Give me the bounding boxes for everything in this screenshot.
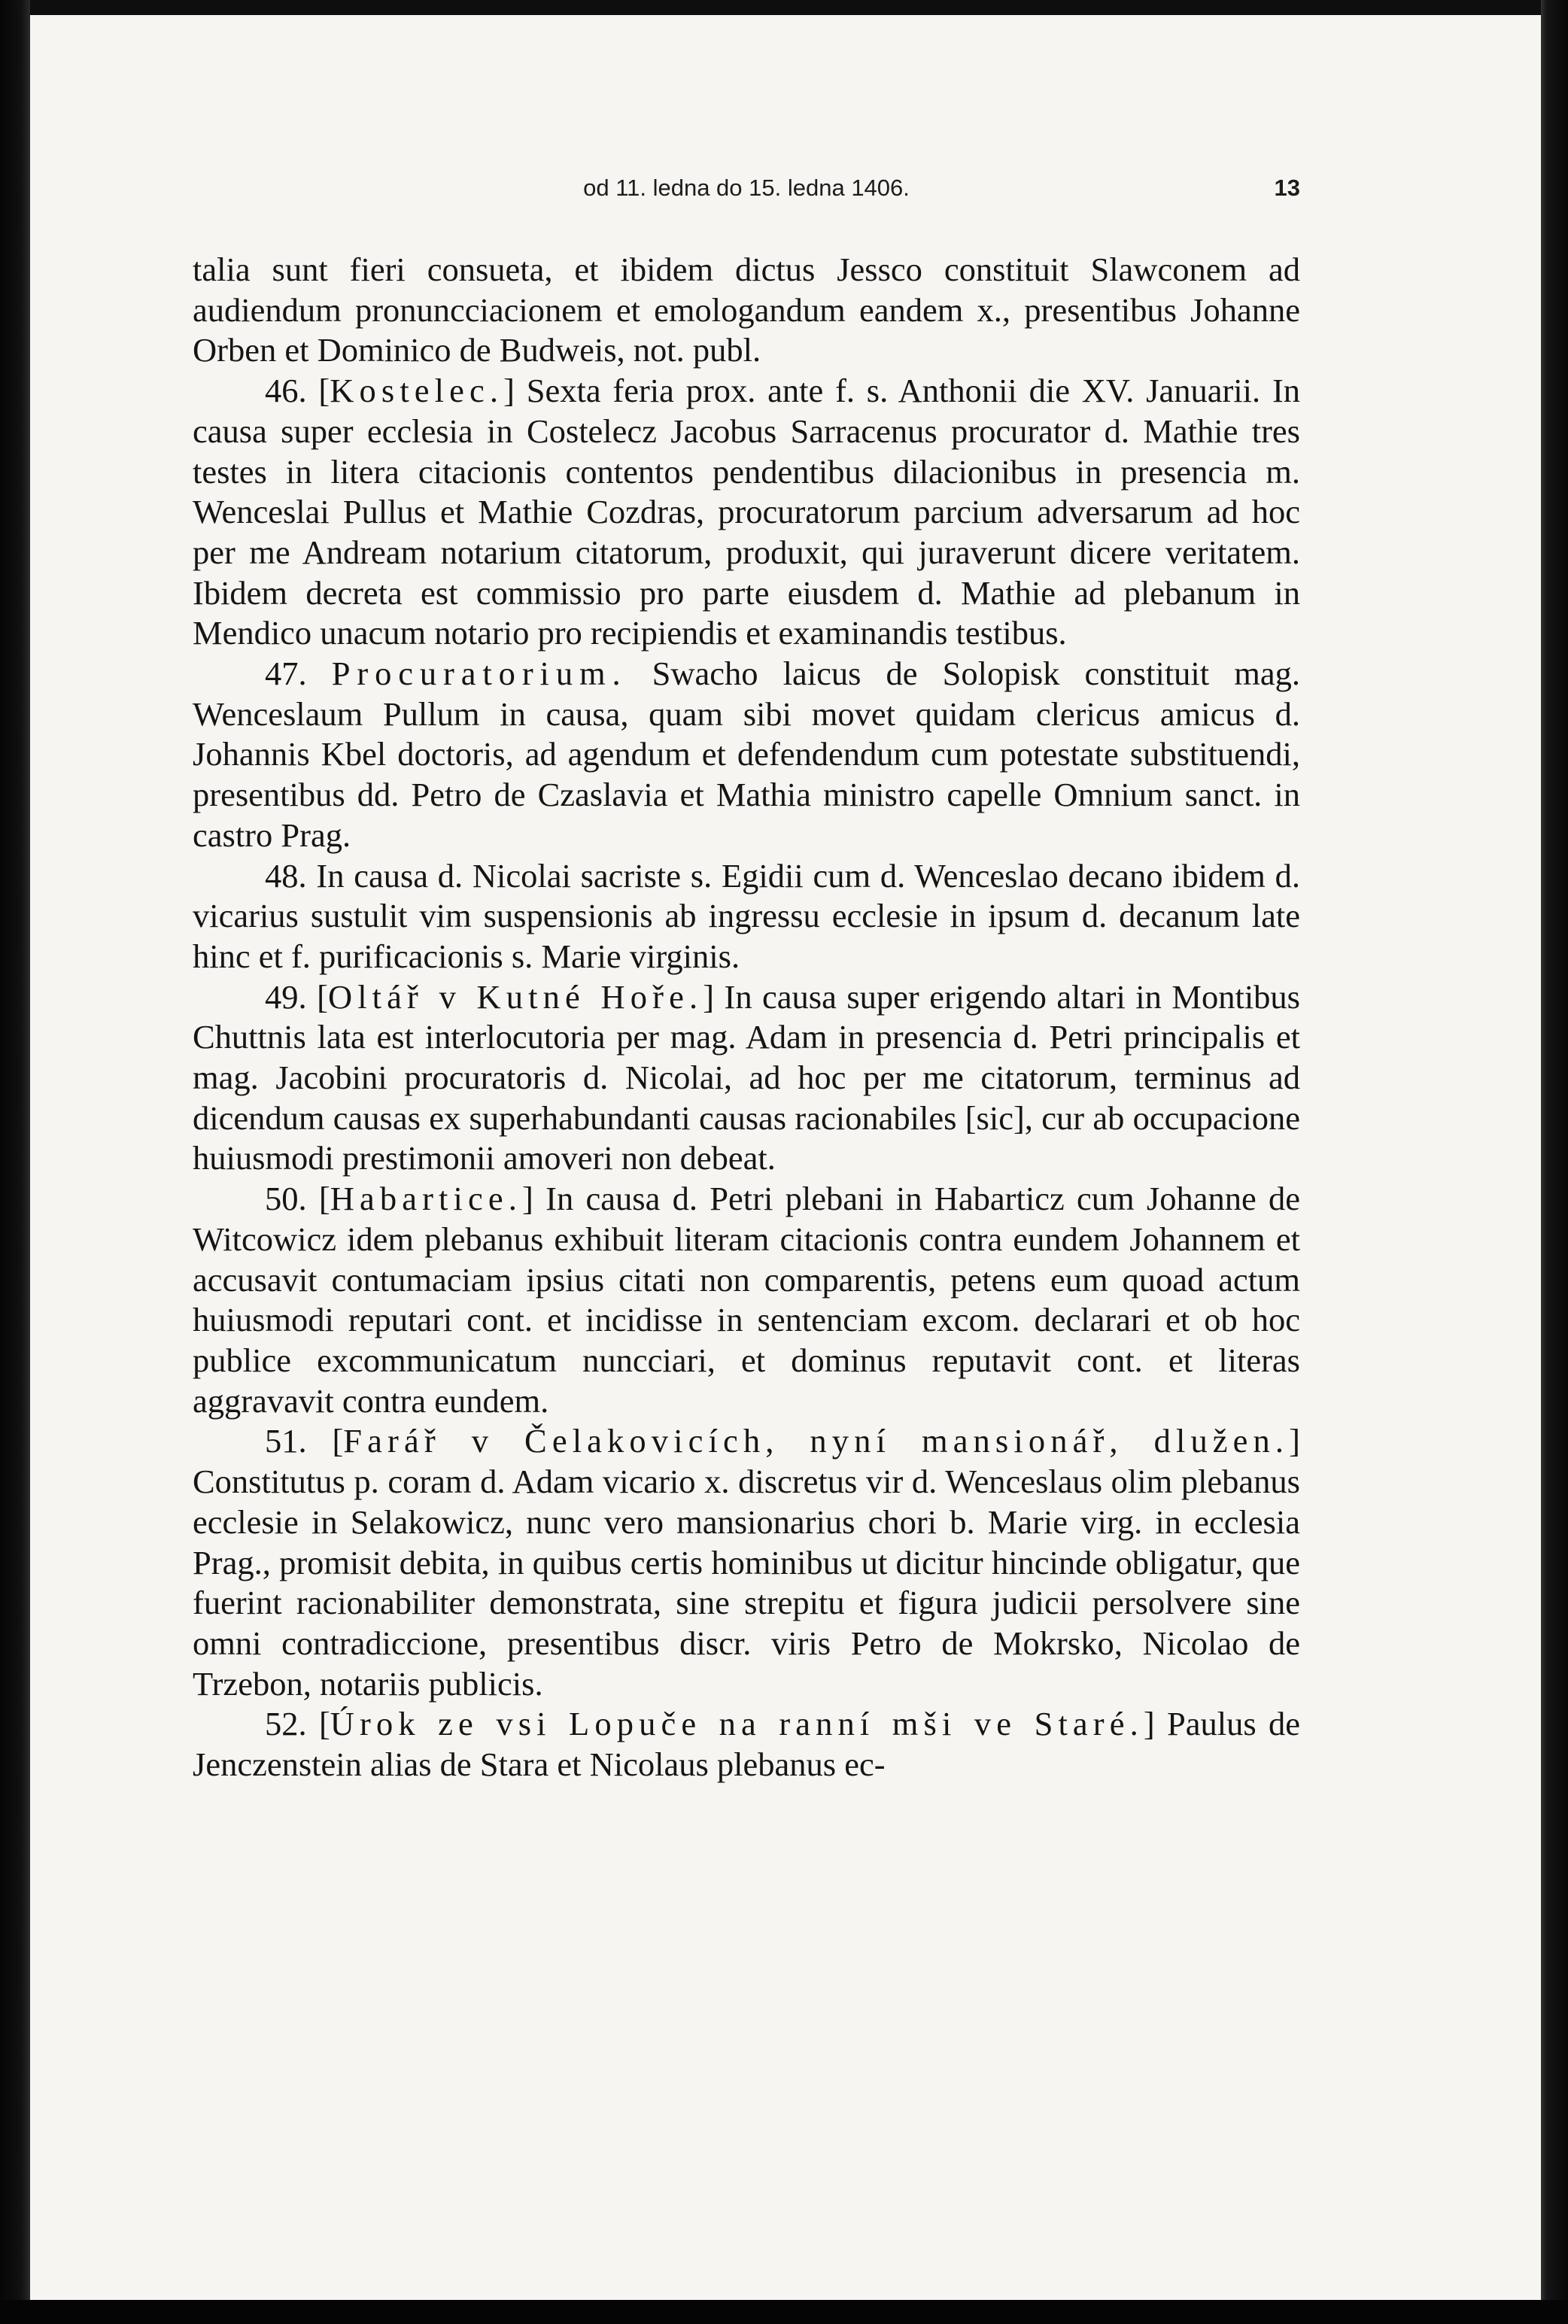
entry-text: In causa d. Nicolai sacriste s. Egidii cum d. Wenceslao decano ibidem d. vicarius sustulit vim suspensionis ab ingressu ecclesie in ipsum d. decanum late hinc et f. purificacionis s. Marie virginis. <box>193 856 1300 975</box>
heading-bracket-open: [ <box>318 372 330 410</box>
entry-heading: Oltář v Kutné Hoře. <box>327 977 703 1016</box>
heading-bracket-close: ] <box>1143 1705 1155 1743</box>
entry-heading: Úrok ze vsi Lopuče na ranní mši ve Staré. <box>330 1705 1144 1743</box>
entry-number: 47. <box>265 655 307 693</box>
entry-number: 51. <box>265 1422 307 1460</box>
heading-bracket-close: ] <box>1289 1422 1300 1460</box>
heading-bracket-open: [ <box>332 1422 344 1460</box>
entry-text: In causa d. Petri plebani in Habarticz cum Johanne de Witcowicz idem plebanus exhibuit literam citacionis contra eundem Johannem et accusavit contumaciam ipsius citati non comparentis, petens eum quoad actum huiusmodi reputari cont. et incidisse in sentenciam excom. declarari et ob hoc publice excommunicatum nuncciari, et dominus reputavit cont. et literas aggravavit contra eundem. <box>193 1180 1301 1420</box>
entry-text: Sexta feria prox. ante f. s. Anthonii die XV. Januarii. In causa super ecclesia in Costelecz Jacobus Sarracenus procurator d. Mathie tres testes in litera citacionis contentos pendentibus dilacionibus in presencia m. Wenceslai Pullus et Mathie Cozdras, procuratorum parcium adversarum ad hoc per me Andream notarium citatorum, produxit, qui juraverunt dicere veritatem. Ibidem decreta est commissio pro parte eiusdem d. Mathie ad plebanum in Mendico unacum notario pro recipiendis et examinandis testibus. <box>193 372 1301 652</box>
entry-heading: Kostelec. <box>330 372 504 410</box>
scan-border-left <box>0 0 30 2324</box>
entry-47 <box>193 654 1300 856</box>
entry-text: In causa super erigendo altari in Montibus Chuttnis lata est interlocutoria per mag. Adam in presencia d. Petri principalis et mag. Jacobini procuratoris d. Nicolai, ad hoc per me citatorum, terminus ad dicendum causas ex superhabundanti causas racionabiles [sic], cur ab occupacione huiusmodi prestimonii amoveri non debeat. <box>193 977 1300 1177</box>
running-title: od 11. ledna do 15. ledna 1406. <box>583 175 910 201</box>
entry-text: Constitutus p. coram d. Adam vicario x. discretus vir d. Wenceslaus olim plebanus ecclesie in Selakowicz, nunc vero mansionarius chori b. Marie virg. in ecclesia Prag., promisit debita, in quibus certis hominibus ut dicitur hincinde obligatur, que fuerint racionabiliter demonstrata, sine strepitu et figura judicii persolvere sine omni contradiccione, presentibus discr. viris Petro de Mokrsko, Nicolao de Trzebon, notariis publicis. <box>193 1463 1300 1703</box>
heading-bracket-open: [ <box>318 1180 330 1218</box>
entry-heading: Procuratorium. <box>331 655 628 693</box>
entry-number: 52. <box>265 1705 307 1743</box>
main-text <box>193 250 1300 1785</box>
entry-52 <box>193 1704 1300 1785</box>
scan-border-right <box>1541 0 1568 2324</box>
heading-bracket-close: ] <box>703 977 715 1016</box>
entry-text: Swacho laicus de Solopisk constituit mag. Wenceslaum Pullum in causa, quam sibi movet quidam clericus amicus d. Johannis Kbel doctoris, ad agendum et defendendum cum potestate substituendi, presentibus dd. Petro de Czaslavia et Mathia ministro capelle Omnium sanct. in castro Prag. <box>193 655 1301 854</box>
heading-bracket-open: [ <box>317 977 328 1016</box>
entry-number: 46. <box>265 372 307 410</box>
page-number: 13 <box>1274 175 1300 201</box>
heading-bracket-open: [ <box>318 1705 330 1743</box>
entry-51 <box>193 1421 1300 1704</box>
entry-number: 50. <box>265 1180 307 1218</box>
heading-bracket-close: ] <box>503 372 515 410</box>
entry-text: Paulus de Jenczenstein alias de Stara et Nicolaus plebanus ec- <box>193 1705 1301 1784</box>
entry-46 <box>193 371 1300 654</box>
heading-bracket-close: ] <box>522 1180 533 1218</box>
entry-number: 48. <box>265 856 307 895</box>
paragraph-continuation <box>193 250 1300 371</box>
paragraph-text: talia sunt fieri consueta, et ibidem dictus Jessco constituit Slawconem ad audiendum pronuncciacionem et emologandum eandem x., presentibus Johanne Orben et Dominico de Budweis, not. publ. <box>193 251 1300 369</box>
entry-50 <box>193 1179 1300 1421</box>
entry-heading: Farář v Čelakovicích, nyní mansionář, dlužen. <box>343 1422 1290 1460</box>
entry-number: 49. <box>265 977 307 1016</box>
scan-border-bottom <box>0 2300 1568 2324</box>
entry-48 <box>193 856 1300 977</box>
entry-49 <box>193 977 1300 1180</box>
entry-heading: Habartice. <box>330 1180 523 1218</box>
